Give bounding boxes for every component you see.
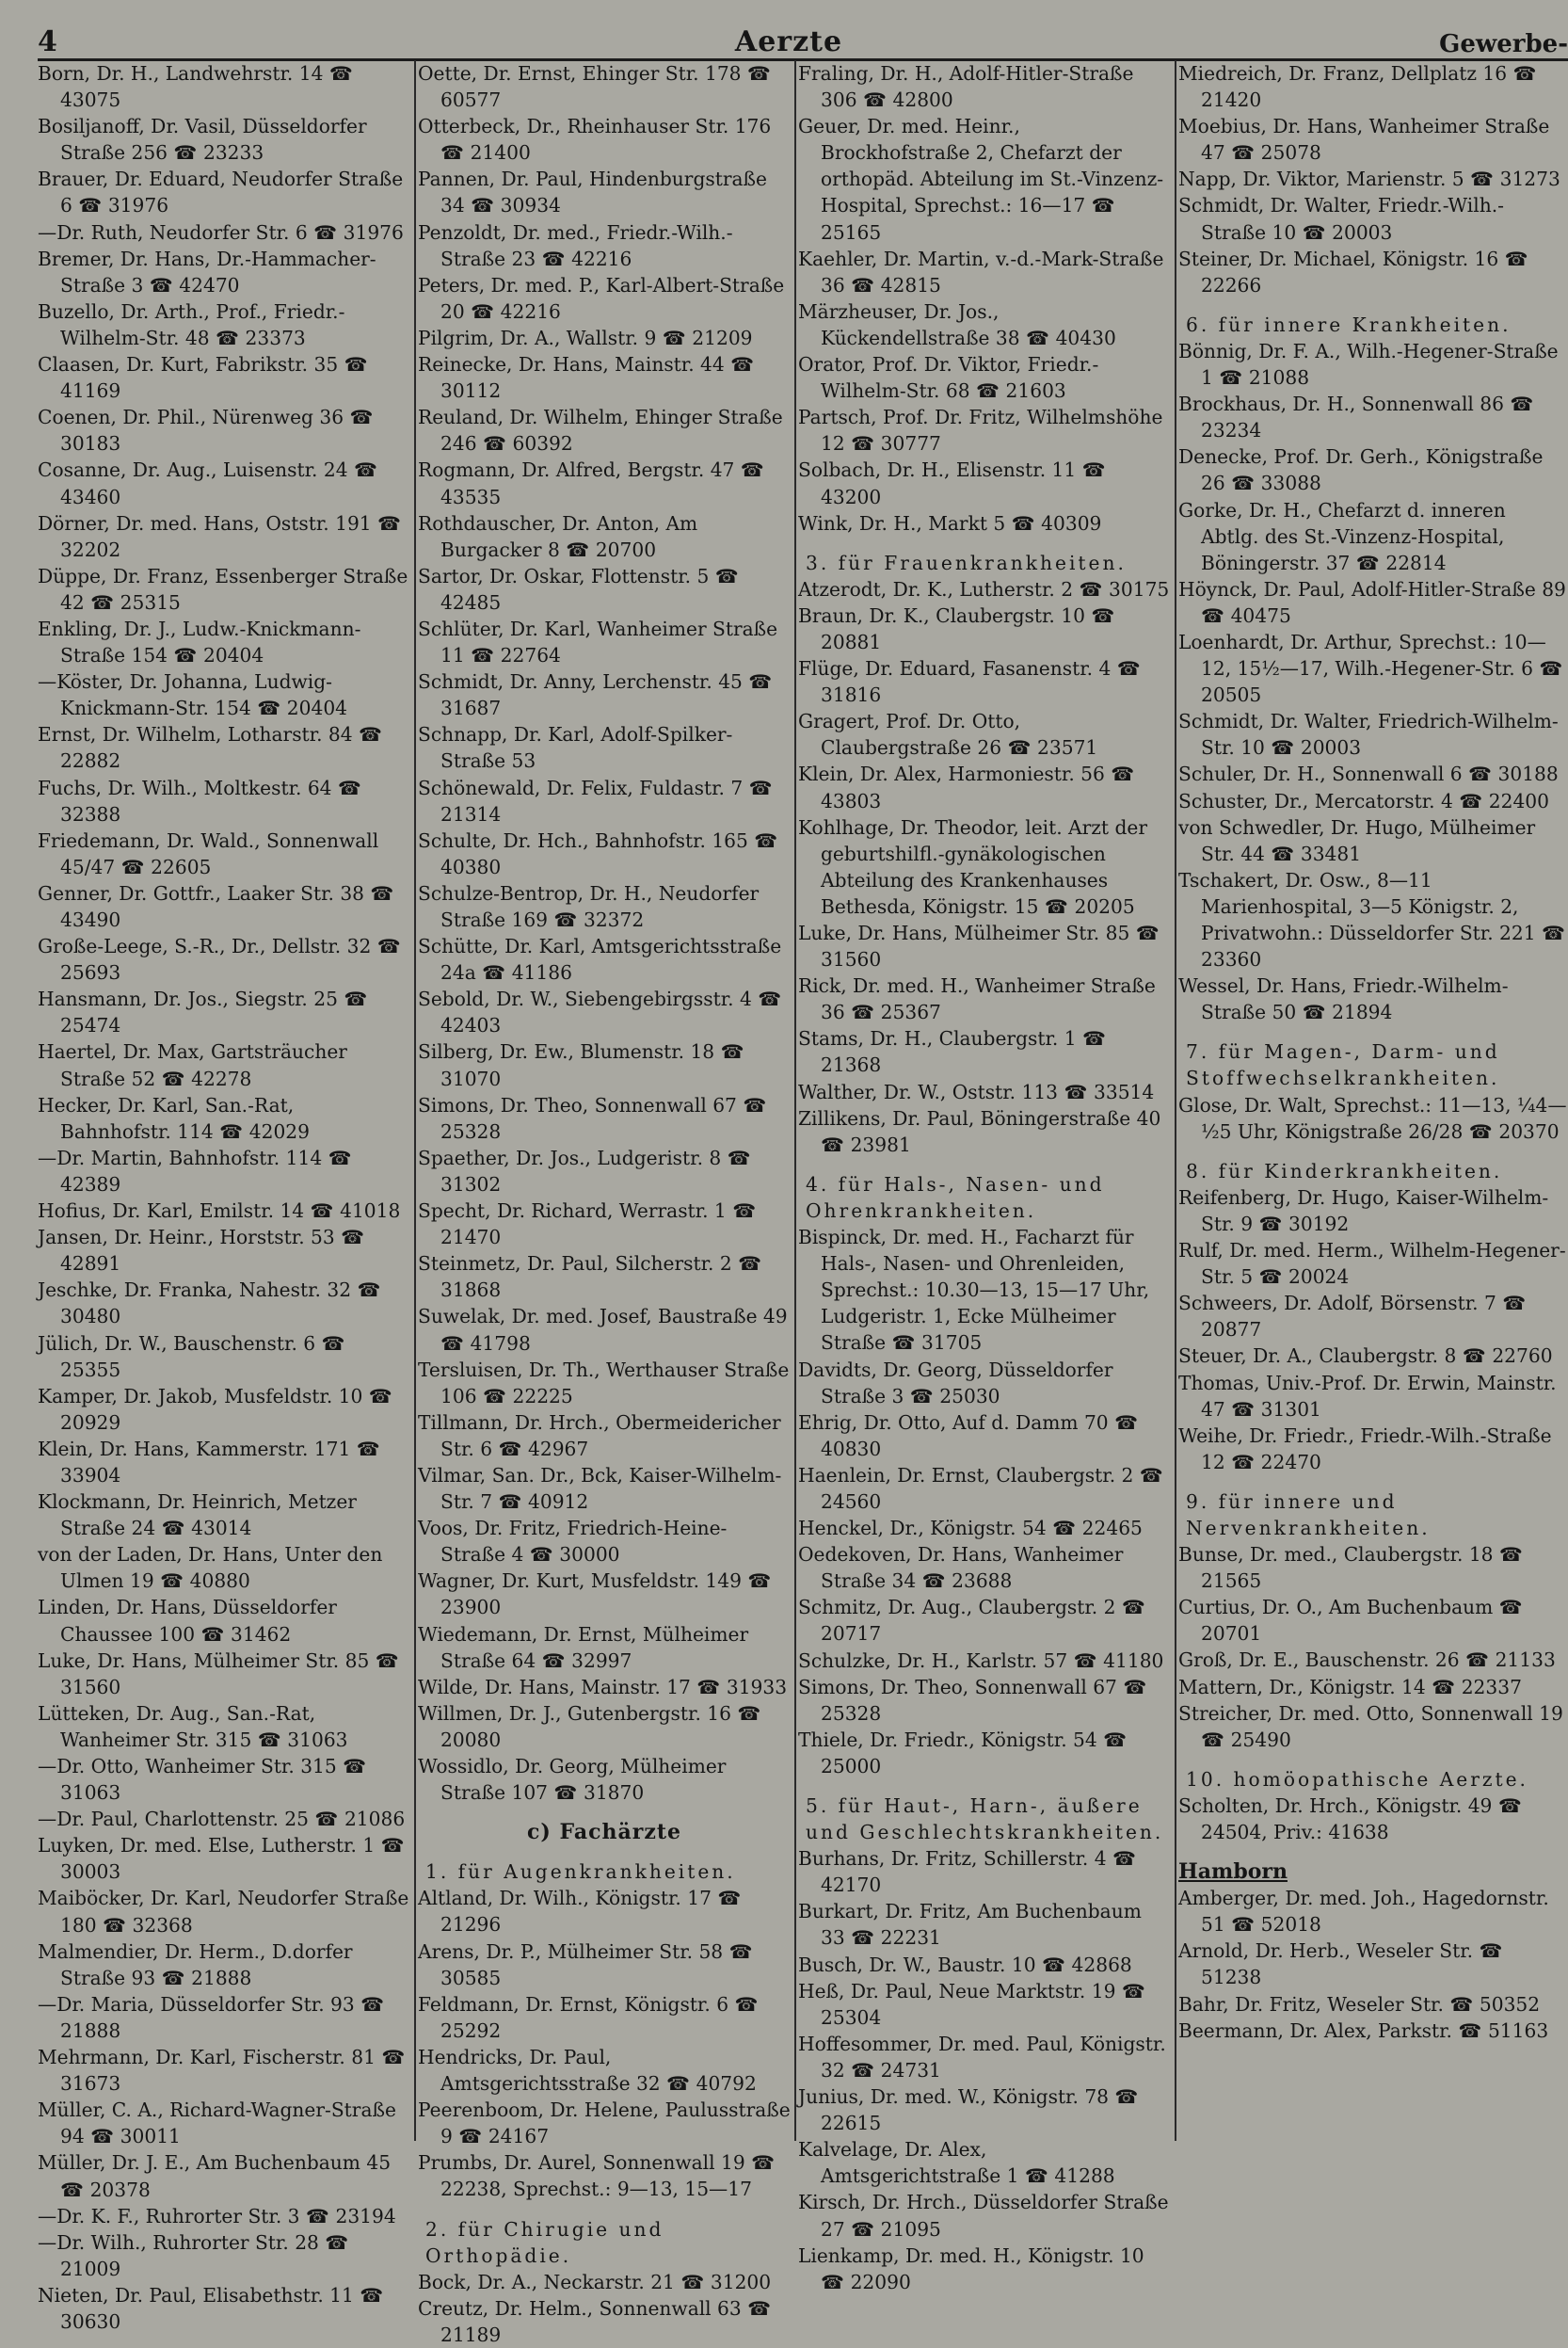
directory-entry: Junius, Dr. med. W., Königstr. 78 ☎ 22615 — [798, 2085, 1139, 2135]
directory-entry: Gorke, Dr. H., Chefarzt d. inneren Abtlg. des St.-Vinzenz-Hospital, Böningerstr. 37 ☎ 22814 — [1178, 498, 1506, 574]
section-heading: 10. homöopathische Aerzte. — [1186, 1767, 1528, 1791]
directory-entry: Wiedemann, Dr. Ernst, Mülheimer Straße 64 ☎ 32997 — [418, 1622, 749, 1672]
category-heading: c) Fachärzte — [526, 1820, 682, 1845]
directory-entry: Ehrig, Dr. Otto, Auf d. Damm 70 ☎ 40830 — [798, 1410, 1139, 1460]
directory-entry: Bock, Dr. A., Neckarstr. 21 ☎ 31200 — [418, 2270, 772, 2293]
directory-entry: Buzello, Dr. Arth., Prof., Friedr.-Wilhelm-Str. 48 ☎ 23373 — [38, 299, 345, 349]
directory-entry: Reuland, Dr. Wilhelm, Ehinger Straße 246 ☎ 60392 — [418, 406, 783, 456]
directory-entry: Oedekoven, Dr. Hans, Wanheimer Straße 34 ☎ 23688 — [798, 1543, 1124, 1593]
directory-entry: Coenen, Dr. Phil., Nürenweg 36 ☎ 30183 — [38, 406, 374, 456]
directory-entry: Müller, Dr. J. E., Am Buchenbaum 45 ☎ 20378 — [38, 2151, 392, 2201]
directory-entry: Schweers, Dr. Adolf, Börsenstr. 7 ☎ 20877 — [1178, 1292, 1527, 1342]
directory-entry: Steiner, Dr. Michael, Königstr. 16 ☎ 22266 — [1178, 247, 1528, 297]
section-heading: 5. für Haut-, Harn-, äußere und Geschlechtskrankheiten. — [806, 1794, 1164, 1844]
directory-entry: Creutz, Dr. Helm., Sonnenwall 63 ☎ 21189 — [418, 2296, 772, 2346]
directory-entry: Napp, Dr. Viktor, Marienstr. 5 ☎ 31273 — [1178, 168, 1560, 191]
section-heading: 8. für Kinderkrankheiten. — [1186, 1159, 1503, 1182]
directory-entry: —Dr. Maria, Düsseldorfer Str. 93 ☎ 21888 — [38, 1992, 385, 2042]
directory-entry: Denecke, Prof. Dr. Gerh., Königstraße 26 ☎ 33088 — [1178, 445, 1544, 495]
directory-entry: Tersluisen, Dr. Th., Werthauser Straße 106 ☎ 22225 — [418, 1358, 790, 1407]
directory-entry: Wink, Dr. H., Markt 5 ☎ 40309 — [798, 511, 1102, 535]
directory-entry: Sebold, Dr. W., Siebengebirgsstr. 4 ☎ 42403 — [418, 988, 782, 1037]
directory-entry: Pannen, Dr. Paul, Hindenburgstraße 34 ☎ 30934 — [418, 168, 767, 217]
directory-entry: Otterbeck, Dr., Rheinhauser Str. 176 ☎ 21400 — [418, 115, 772, 165]
place-heading: Hamborn — [1178, 1859, 1288, 1885]
directory-entry: Solbach, Dr. H., Elisenstr. 11 ☎ 43200 — [798, 458, 1106, 508]
directory-entry: Schmidt, Dr. Anny, Lerchenstr. 45 ☎ 31687 — [418, 670, 773, 720]
directory-entry: Ernst, Dr. Wilhelm, Lotharstr. 84 ☎ 22882 — [38, 723, 383, 773]
directory-entry: Hoffesommer, Dr. med. Paul, Königstr. 32 ☎ 24731 — [798, 2032, 1166, 2082]
directory-entry: Schmidt, Dr. Walter, Friedrich-Wilhelm-Str. 10 ☎ 20003 — [1178, 710, 1559, 760]
directory-entry: Thiele, Dr. Friedr., Königstr. 54 ☎ 25000 — [798, 1728, 1128, 1777]
directory-entry: —Dr. Paul, Charlottenstr. 25 ☎ 21086 — [38, 1808, 406, 1831]
directory-entry: Rulf, Dr. med. Herm., Wilhelm-Hegener-Str. 5 ☎ 20024 — [1178, 1239, 1566, 1289]
directory-entry: Born, Dr. H., Landwehrstr. 14 ☎ 43075 — [38, 62, 354, 112]
directory-entry: Fuchs, Dr. Wilh., Moltkestr. 64 ☎ 32388 — [38, 776, 362, 826]
directory-entry: Lütteken, Dr. Aug., San.-Rat, Wanheimer Str. 315 ☎ 31063 — [38, 1701, 348, 1751]
directory-entry: Bispinck, Dr. med. H., Facharzt für Hals-, Nasen- und Ohrenleiden, Sprechst.: 10.30—13, 15—17 Uhr, Ludgeristr. 1, Ecke Mülheimer Straße ☎ 31705 — [798, 1226, 1150, 1355]
directory-entry: Schlüter, Dr. Karl, Wanheimer Straße 11 ☎ 22764 — [418, 617, 778, 667]
directory-entry: Rothdauscher, Dr. Anton, Am Burgacker 8 ☎ 20700 — [418, 511, 698, 561]
directory-entry: Sartor, Dr. Oskar, Flottenstr. 5 ☎ 42485 — [418, 564, 739, 614]
directory-entry: —Dr. Ruth, Neudorfer Str. 6 ☎ 31976 — [38, 220, 404, 244]
directory-entry: Loenhardt, Dr. Arthur, Sprechst.: 10—12, 15½—17, Wilh.-Hegener-Str. 6 ☎ 20505 — [1178, 630, 1563, 707]
column-rule — [414, 60, 416, 2141]
directory-entry: Wessel, Dr. Hans, Friedr.-Wilhelm-Straße 50 ☎ 21894 — [1178, 974, 1509, 1024]
directory-entry: Arnold, Dr. Herb., Weseler Str. ☎ 51238 — [1178, 1939, 1503, 1989]
section-heading: 9. für innere und Nervenkrankheiten. — [1186, 1489, 1431, 1539]
directory-entry: Hofius, Dr. Karl, Emilstr. 14 ☎ 41018 — [38, 1199, 401, 1223]
directory-entry: Voos, Dr. Fritz, Friedrich-Heine-Straße 4 ☎ 30000 — [418, 1517, 728, 1567]
directory-entry: Reifenberg, Dr. Hugo, Kaiser-Wilhelm-Str. 9 ☎ 30192 — [1178, 1185, 1549, 1235]
directory-entry: Vilmar, San. Dr., Bck, Kaiser-Wilhelm-Str. 7 ☎ 40912 — [418, 1463, 782, 1514]
directory-entry: Busch, Dr. W., Baustr. 10 ☎ 42868 — [798, 1953, 1132, 1976]
directory-entry: Mattern, Dr., Königstr. 14 ☎ 22337 — [1178, 1675, 1522, 1698]
directory-entry: Henckel, Dr., Königstr. 54 ☎ 22465 — [798, 1517, 1143, 1540]
column-2 — [418, 60, 791, 2346]
column-rule — [794, 60, 796, 2141]
directory-entry: Brockhaus, Dr. H., Sonnenwall 86 ☎ 23234 — [1178, 393, 1534, 442]
column-3 — [798, 60, 1171, 2293]
directory-entry: Rogmann, Dr. Alfred, Bergstr. 47 ☎ 43535 — [418, 458, 764, 508]
directory-entry: Kirsch, Dr. Hrch., Düsseldorfer Straße 27 ☎ 21095 — [798, 2191, 1169, 2241]
directory-entry: Schönewald, Dr. Felix, Fuldastr. 7 ☎ 21314 — [418, 776, 773, 826]
directory-entry: Schulze-Bentrop, Dr. H., Neudorfer Straße 169 ☎ 32372 — [418, 881, 760, 931]
directory-entry: Stams, Dr. H., Claubergstr. 1 ☎ 21368 — [798, 1027, 1107, 1077]
directory-entry: Bönnig, Dr. F. A., Wilh.-Hegener-Straße 1 ☎ 21088 — [1178, 339, 1559, 390]
directory-entry: Arens, Dr. P., Mülheimer Str. 58 ☎ 30585 — [418, 1939, 753, 1989]
directory-entry: Jansen, Dr. Heinr., Horststr. 53 ☎ 42891 — [38, 1226, 365, 1276]
column-1 — [38, 60, 410, 2333]
directory-entry: Bremer, Dr. Hans, Dr.-Hammacher-Straße 3 ☎ 42470 — [38, 247, 376, 297]
directory-entry: Peerenboom, Dr. Helene, Paulusstraße 9 ☎ 24167 — [418, 2099, 791, 2148]
directory-entry: Wossidlo, Dr. Georg, Mülheimer Straße 107 ☎ 31870 — [418, 1755, 727, 1805]
section-heading: 1. für Augenkrankheiten. — [425, 1860, 736, 1884]
directory-entry: Wagner, Dr. Kurt, Musfeldstr. 149 ☎ 23900 — [418, 1569, 772, 1619]
directory-entry: Gragert, Prof. Dr. Otto, Claubergstraße 26 ☎ 23571 — [798, 710, 1098, 760]
directory-entry: Klein, Dr. Hans, Kammerstr. 171 ☎ 33904 — [38, 1437, 380, 1487]
directory-entry: Tschakert, Dr. Osw., 8—11 Marienhospital, 3—5 Königstr. 2, Privatwohn.: Düsseldorfer Str. 221 ☎ 23360 — [1178, 868, 1566, 972]
directory-entry: Penzoldt, Dr. med., Friedr.-Wilh.-Straße 23 ☎ 42216 — [418, 220, 733, 270]
directory-entry: Kohlhage, Dr. Theodor, leit. Arzt der geburtshilfl.-gynäkologischen Abteilung des Krankenhauses Bethesda, Königstr. 15 ☎ 20205 — [798, 815, 1147, 918]
directory-entry: Märzheuser, Dr. Jos., Kückendellstraße 38 ☎ 40430 — [798, 299, 1116, 349]
directory-entry: Schmidt, Dr. Walter, Friedr.-Wilh.-Straße 10 ☎ 20003 — [1178, 194, 1504, 244]
directory-entry: Cosanne, Dr. Aug., Luisenstr. 24 ☎ 43460 — [38, 458, 378, 508]
directory-entry: Flüge, Dr. Eduard, Fasanenstr. 4 ☎ 31816 — [798, 657, 1141, 707]
directory-entry: Streicher, Dr. med. Otto, Sonnenwall 19 ☎ 25490 — [1178, 1701, 1563, 1751]
directory-entry: —Dr. Otto, Wanheimer Str. 315 ☎ 31063 — [38, 1755, 367, 1805]
directory-entry: Simons, Dr. Theo, Sonnenwall 67 ☎ 25328 — [418, 1093, 767, 1143]
directory-entry: Rick, Dr. med. H., Wanheimer Straße 36 ☎ 25367 — [798, 974, 1156, 1024]
section-heading: 2. für Chirugie und Orthopädie. — [425, 2217, 664, 2267]
directory-entry: Luke, Dr. Hans, Mülheimer Str. 85 ☎ 31560 — [798, 922, 1160, 972]
directory-entry: Peters, Dr. med. P., Karl-Albert-Straße 20 ☎ 42216 — [418, 273, 785, 323]
directory-entry: Reinecke, Dr. Hans, Mainstr. 44 ☎ 30112 — [418, 353, 755, 403]
directory-entry: Suwelak, Dr. med. Josef, Baustraße 49 ☎ 41798 — [418, 1305, 788, 1355]
directory-entry: Braun, Dr. K., Claubergstr. 10 ☎ 20881 — [798, 603, 1115, 653]
directory-entry: Enkling, Dr. J., Ludw.-Knickmann-Straße 154 ☎ 20404 — [38, 617, 361, 667]
directory-entry: von der Laden, Dr. Hans, Unter den Ulmen 19 ☎ 40880 — [38, 1543, 383, 1593]
directory-entry: Burkart, Dr. Fritz, Am Buchenbaum 33 ☎ 22231 — [798, 1900, 1142, 1950]
directory-entry: Genner, Dr. Gottfr., Laaker Str. 38 ☎ 43490 — [38, 881, 394, 931]
directory-entry: Atzerodt, Dr. K., Lutherstr. 2 ☎ 30175 — [798, 577, 1170, 601]
directory-entry: Zillikens, Dr. Paul, Böningerstraße 40 ☎ 23981 — [798, 1106, 1161, 1156]
directory-entry: Glose, Dr. Walt, Sprechst.: 11—13, ¼4—½5 Uhr, Königstraße 26/28 ☎ 20370 — [1178, 1093, 1567, 1143]
directory-entry: —Dr. Martin, Bahnhofstr. 114 ☎ 42389 — [38, 1146, 352, 1196]
directory-entry: Schulzke, Dr. H., Karlstr. 57 ☎ 41180 — [798, 1648, 1164, 1672]
directory-entry: Willmen, Dr. J., Gutenbergstr. 16 ☎ 20080 — [418, 1701, 761, 1751]
section-heading: 3. für Frauenkrankheiten. — [806, 551, 1127, 574]
directory-entry: Große-Leege, S.-R., Dr., Dellstr. 32 ☎ 25693 — [38, 935, 401, 985]
directory-entry: Beermann, Dr. Alex, Parkstr. ☎ 51163 — [1178, 2018, 1549, 2042]
section-heading: 7. für Magen-, Darm- und Stoffwechselkrankheiten. — [1186, 1040, 1500, 1090]
directory-entry: Lienkamp, Dr. med. H., Königstr. 10 ☎ 22090 — [798, 2243, 1144, 2293]
directory-entry: Kaehler, Dr. Martin, v.-d.-Mark-Straße 36 ☎ 42815 — [798, 247, 1164, 297]
directory-entry: Kamper, Dr. Jakob, Musfeldstr. 10 ☎ 20929 — [38, 1384, 392, 1434]
directory-entry: Klein, Dr. Alex, Harmoniestr. 56 ☎ 43803 — [798, 763, 1135, 812]
directory-entry: Scholten, Dr. Hrch., Königstr. 49 ☎ 24504, Priv.: 41638 — [1178, 1793, 1522, 1843]
directory-entry: Tillmann, Dr. Hrch., Obermeidericher Str. 6 ☎ 42967 — [418, 1410, 781, 1460]
directory-entry: Luyken, Dr. med. Else, Lutherstr. 1 ☎ 30003 — [38, 1834, 405, 1884]
directory-entry: —Dr. Wilh., Ruhrorter Str. 28 ☎ 21009 — [38, 2230, 349, 2280]
directory-entry: Miedreich, Dr. Franz, Dellplatz 16 ☎ 21420 — [1178, 62, 1537, 112]
directory-entry: Kalvelage, Dr. Alex, Amtsgerichtstraße 1 ☎ 41288 — [798, 2138, 1115, 2188]
directory-entry: Schütte, Dr. Karl, Amtsgerichtsstraße 24a ☎ 41186 — [418, 935, 782, 985]
directory-entry: —Köster, Dr. Johanna, Ludwig-Knickmann-Str. 154 ☎ 20404 — [38, 670, 348, 720]
directory-entry: Haenlein, Dr. Ernst, Claubergstr. 2 ☎ 24560 — [798, 1463, 1163, 1513]
directory-entry: Davidts, Dr. Georg, Düsseldorfer Straße 3 ☎ 25030 — [798, 1358, 1113, 1407]
directory-entry: Moebius, Dr. Hans, Wanheimer Straße 47 ☎ 25078 — [1178, 115, 1550, 165]
directory-entry: Weihe, Dr. Friedr., Friedr.-Wilh.-Straße 12 ☎ 22470 — [1178, 1423, 1552, 1473]
directory-entry: Hansmann, Dr. Jos., Siegstr. 25 ☎ 25474 — [38, 988, 368, 1037]
directory-entry: Maiböcker, Dr. Karl, Neudorfer Straße 180 ☎ 32368 — [38, 1887, 409, 1937]
directory-entry: Walther, Dr. W., Oststr. 113 ☎ 33514 — [798, 1080, 1155, 1103]
directory-entry: Höynck, Dr. Paul, Adolf-Hitler-Straße 89 ☎ 40475 — [1178, 577, 1566, 627]
directory-entry: Feldmann, Dr. Ernst, Königstr. 6 ☎ 25292 — [418, 1992, 759, 2042]
directory-entry: Pilgrim, Dr. A., Wallstr. 9 ☎ 21209 — [418, 326, 753, 349]
directory-entry: Malmendier, Dr. Herm., D.dorfer Straße 93 ☎ 21888 — [38, 1939, 353, 1989]
directory-entry: Altland, Dr. Wilh., Königstr. 17 ☎ 21296 — [418, 1887, 742, 1937]
directory-entry: Jeschke, Dr. Franka, Nahestr. 32 ☎ 30480 — [38, 1279, 381, 1328]
page-title: Aerzte — [734, 25, 843, 58]
page-header — [38, 17, 1568, 61]
directory-entry: Amberger, Dr. med. Joh., Hagedornstr. 51 ☎ 52018 — [1178, 1887, 1549, 1937]
directory-entry: Hecker, Dr. Karl, San.-Rat, Bahnhofstr. 114 ☎ 42029 — [38, 1093, 310, 1143]
directory-entry: Silberg, Dr. Ew., Blumenstr. 18 ☎ 31070 — [418, 1040, 744, 1090]
directory-entry: Müller, C. A., Richard-Wagner-Straße 94 ☎ 30011 — [38, 2099, 396, 2148]
directory-entry: Brauer, Dr. Eduard, Neudorfer Straße 6 ☎ 31976 — [38, 168, 404, 217]
directory-entry: Bahr, Dr. Fritz, Weseler Str. ☎ 50352 — [1178, 1992, 1541, 2016]
directory-entry: Schmitz, Dr. Aug., Claubergstr. 2 ☎ 20717 — [798, 1596, 1146, 1646]
directory-entry: Hendricks, Dr. Paul, Amtsgerichtsstraße 32 ☎ 40792 — [418, 2045, 757, 2096]
directory-entry: Oette, Dr. Ernst, Ehinger Str. 178 ☎ 60577 — [418, 62, 772, 112]
directory-entry: Curtius, Dr. O., Am Buchenbaum ☎ 20701 — [1178, 1596, 1523, 1646]
directory-entry: Schuler, Dr. H., Sonnenwall 6 ☎ 30188 — [1178, 763, 1559, 786]
directory-entry: Linden, Dr. Hans, Düsseldorfer Chaussee 100 ☎ 31462 — [38, 1596, 337, 1646]
directory-entry: Simons, Dr. Theo, Sonnenwall 67 ☎ 25328 — [798, 1675, 1147, 1725]
directory-entry: Düppe, Dr. Franz, Essenberger Straße 42 ☎ 25315 — [38, 564, 408, 614]
section-heading: 6. für innere Krankheiten. — [1186, 313, 1512, 336]
directory-entry: Schulte, Dr. Hch., Bahnhofstr. 165 ☎ 40380 — [418, 828, 778, 878]
directory-entry: —Dr. K. F., Ruhrorter Str. 3 ☎ 23194 — [38, 2204, 396, 2227]
directory-entry: Friedemann, Dr. Wald., Sonnenwall 45/47 ☎ 22605 — [38, 828, 379, 878]
columns — [38, 60, 1568, 2346]
directory-entry: Partsch, Prof. Dr. Fritz, Wilhelmshöhe 12 ☎ 30777 — [798, 406, 1163, 456]
directory-entry: Specht, Dr. Richard, Werrastr. 1 ☎ 21470 — [418, 1199, 757, 1249]
directory-entry: Dörner, Dr. med. Hans, Oststr. 191 ☎ 32202 — [38, 511, 402, 561]
directory-entry: Mehrmann, Dr. Karl, Fischerstr. 81 ☎ 31673 — [38, 2046, 406, 2096]
directory-entry: Luke, Dr. Hans, Mülheimer Str. 85 ☎ 31560 — [38, 1648, 399, 1698]
directory-entry: Steuer, Dr. A., Claubergstr. 8 ☎ 22760 — [1178, 1344, 1553, 1368]
directory-entry: Spaether, Dr. Jos., Ludgeristr. 8 ☎ 31302 — [418, 1146, 751, 1196]
directory-entry: Prumbs, Dr. Aurel, Sonnenwall 19 ☎ 22238, Sprechst.: 9—13, 15—17 — [418, 2151, 776, 2201]
directory-entry: Nieten, Dr. Paul, Elisabethstr. 11 ☎ 30630 — [38, 2283, 384, 2333]
directory-entry: Geuer, Dr. med. Heinr., Brockhofstraße 2, Chefarzt der orthopäd. Abteilung im St.-Vinzenz-Hospital, Sprechst.: 16—17 ☎ 25165 — [798, 115, 1164, 244]
directory-entry: Bunse, Dr. med., Claubergstr. 18 ☎ 21565 — [1178, 1543, 1524, 1593]
directory-entry: Haertel, Dr. Max, Gartsträucher Straße 52 ☎ 42278 — [38, 1040, 347, 1090]
section-heading: 4. für Hals-, Nasen- und Ohrenkrankheiten. — [806, 1172, 1105, 1222]
directory-entry: Orator, Prof. Dr. Viktor, Friedr.-Wilhelm-Str. 68 ☎ 21603 — [798, 353, 1099, 403]
directory-entry: Steinmetz, Dr. Paul, Silcherstr. 2 ☎ 31868 — [418, 1252, 762, 1302]
directory-entry: Klockmann, Dr. Heinrich, Metzer Straße 24 ☎ 43014 — [38, 1490, 357, 1540]
directory-entry: von Schwedler, Dr. Hugo, Mülheimer Str. 44 ☎ 33481 — [1178, 815, 1536, 865]
column-rule — [1175, 60, 1176, 2141]
directory-entry: Groß, Dr. E., Bauschenstr. 26 ☎ 21133 — [1178, 1648, 1556, 1672]
directory-entry: Thomas, Univ.-Prof. Dr. Erwin, Mainstr. 47 ☎ 31301 — [1178, 1371, 1557, 1421]
directory-entry: Bosiljanoff, Dr. Vasil, Düsseldorfer Straße 256 ☎ 23233 — [38, 115, 367, 165]
directory-entry: Schnapp, Dr. Karl, Adolf-Spilker-Straße 53 — [418, 723, 733, 773]
directory-entry: Schuster, Dr., Mercatorstr. 4 ☎ 22400 — [1178, 789, 1549, 812]
column-4 — [1178, 60, 1568, 2141]
directory-entry: Fraling, Dr. H., Adolf-Hitler-Straße 306 ☎ 42800 — [798, 62, 1134, 112]
directory-entry: Heß, Dr. Paul, Neue Marktstr. 19 ☎ 25304 — [798, 1979, 1145, 2029]
directory-entry: Burhans, Dr. Fritz, Schillerstr. 4 ☎ 42170 — [798, 1847, 1137, 1897]
running-head: Gewerbe- — [1439, 30, 1568, 58]
directory-entry: Claasen, Dr. Kurt, Fabrikstr. 35 ☎ 41169 — [38, 353, 368, 403]
directory-entry: Wilde, Dr. Hans, Mainstr. 17 ☎ 31933 — [418, 1675, 788, 1698]
directory-entry: Jülich, Dr. W., Bauschenstr. 6 ☎ 25355 — [38, 1331, 345, 1381]
page-number: 4 — [38, 25, 57, 58]
